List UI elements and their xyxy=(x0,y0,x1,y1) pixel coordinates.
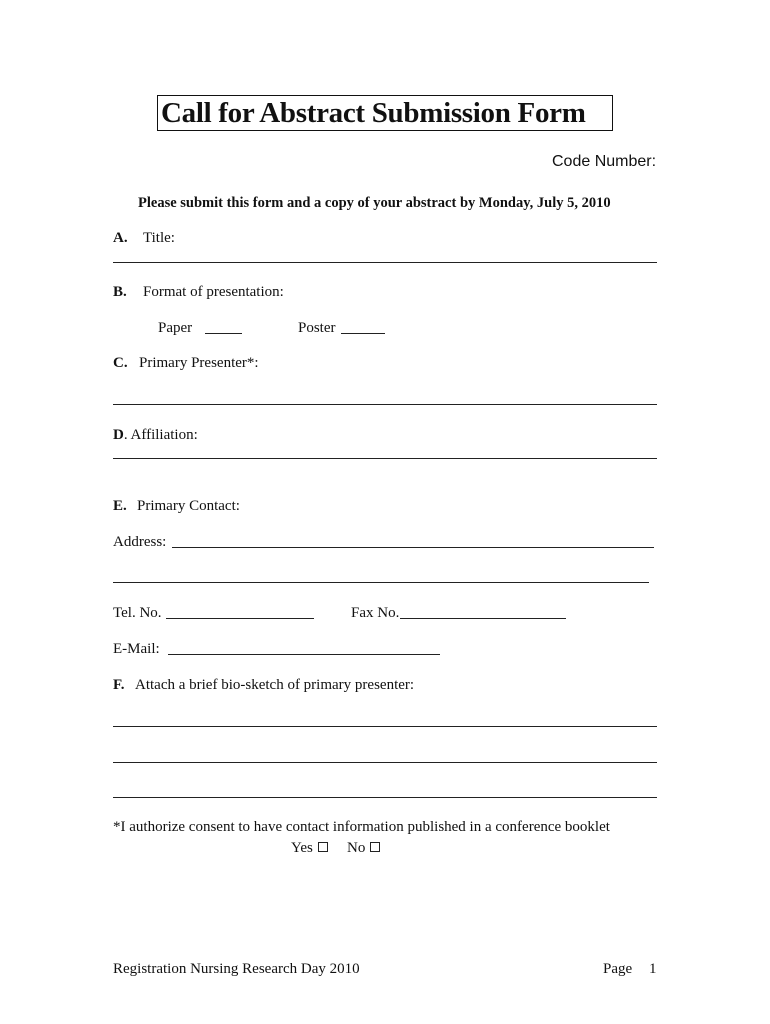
bio-input-line-2[interactable] xyxy=(113,762,657,763)
poster-option-label: Poster xyxy=(298,320,336,336)
submission-instruction: Please submit this form and a copy of your abstract by Monday, July 5, 2010 xyxy=(138,195,611,211)
section-f-letter: F. xyxy=(113,677,125,693)
address-label: Address: xyxy=(113,534,167,550)
consent-yes-option[interactable] xyxy=(291,840,328,857)
fax-input-line[interactable] xyxy=(400,618,566,619)
paper-option-label: Paper xyxy=(158,320,193,336)
poster-option-blank[interactable] xyxy=(341,333,385,334)
consent-no-label: No xyxy=(347,840,366,856)
section-d-heading xyxy=(113,427,198,444)
section-a-letter: A. xyxy=(113,230,128,246)
section-f-label: Attach a brief bio-sketch of primary presenter: xyxy=(135,677,415,693)
section-b-letter: B. xyxy=(113,284,127,300)
section-e-letter: E. xyxy=(113,498,127,514)
consent-yes-checkbox[interactable] xyxy=(318,842,328,852)
consent-statement: *I authorize consent to have contact information published in a conference booklet xyxy=(113,819,610,835)
consent-yes-label: Yes xyxy=(291,840,313,856)
bio-input-line-3[interactable] xyxy=(113,797,657,798)
consent-no-checkbox[interactable] xyxy=(370,842,380,852)
address-input-line-1[interactable] xyxy=(172,547,654,548)
section-d-letter: D xyxy=(113,427,124,443)
presenter-input-line[interactable] xyxy=(113,404,657,405)
tel-input-line[interactable] xyxy=(166,618,314,619)
code-number-label: Code Number: xyxy=(552,153,657,170)
form-title: Call for Abstract Submission Form xyxy=(157,95,613,131)
section-e-label: Primary Contact: xyxy=(137,498,240,514)
footer-event-name: Registration Nursing Research Day 2010 xyxy=(113,961,360,977)
affiliation-input-line[interactable] xyxy=(113,458,657,459)
consent-no-option[interactable] xyxy=(347,840,380,857)
address-input-line-2[interactable] xyxy=(113,582,649,583)
fax-label: Fax No. xyxy=(351,605,400,621)
footer-page-number: 1 xyxy=(649,961,657,977)
footer-page-label: Page xyxy=(603,961,633,977)
email-input-line[interactable] xyxy=(168,654,440,655)
section-c-label: Primary Presenter*: xyxy=(139,355,259,371)
section-a-label: Title: xyxy=(143,230,175,246)
email-label: E-Mail: xyxy=(113,641,160,657)
title-input-line[interactable] xyxy=(113,262,657,263)
tel-label: Tel. No. xyxy=(113,605,162,621)
section-b-label: Format of presentation: xyxy=(143,284,284,300)
section-d-label: . Affiliation: xyxy=(123,427,198,443)
section-c-letter: C. xyxy=(113,355,128,371)
paper-option-blank[interactable] xyxy=(205,333,242,334)
bio-input-line-1[interactable] xyxy=(113,726,657,727)
